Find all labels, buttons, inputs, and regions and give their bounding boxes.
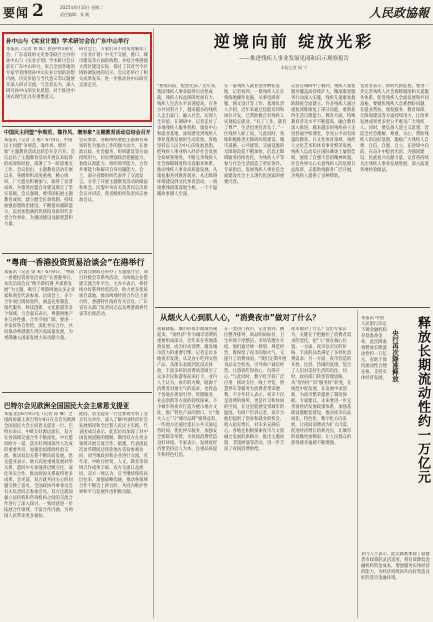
article-body: 本报北京6月9日电（记者 孙 琳）全国政协副主席巴特尔9日在京会见欧洲全国国民大会主席恩戈提亚一行。巴特尔表示，中欧友好源远流长，双方在各领域交流合作不断深化。中方愿同欧方一道，落实好两国领导人达成的重要共识，加强治国理政经验交流，推动双边关系不断向前发展。恩戈提亚表示，欧方高度重视发展对华关系，愿同中方加强各层级交往，深化务实合作，推动两国关系取得更多成果。会见前，双方就共同关心的问题交换了意见。全国政协外事委员会有关负责同志参加会见。双方还就加强立法机构和咨询机构之间的交流合作进行了深入探讨，一致同意进一步拓展合作领域，丰富合作内涵，为两国人民带来更多福祉。 xyxy=(4,412,76,519)
page-header xyxy=(0,0,433,25)
date-line: 2025年6月10日 星期二 xyxy=(60,5,104,10)
article-body: 记者在调研中了解到，残疾人康复服务覆盖面持续扩大，精准康复服务行动深入实施，残疾儿童康复救助制度全面建立。许多残疾人通过康复训练恢复了部分功能，重新获得生活自理能力。教育方面，特殊教育普及水平不断提高，融合教育深入推进，越来越多的残疾孩子走进普通学校课堂，享受公平而有质量的教育。在文化体育领域，残疾人文化艺术和体育事业繁荣发展，残疾人运动员在国际赛场上屡创佳绩，展现了自强不息的精神风貌。社会各界关心关爱残疾人的氛围日益浓厚，志愿助残服务广泛开展，为残疾人提供了多种帮助。 xyxy=(291,84,356,179)
article-body: 洽谈会期间还举办了专题推介会、项目对接会等系列活动，为两地企业搭建交流合作平台。主办方表示，将持续办好系列经贸活动，助力更多优质项目落地，推动两地经贸合作迈上新台阶。香港特区政府有关官员、广东省有关部门负责同志以及粤港商界代表等出席活动。 xyxy=(79,270,148,317)
center-headline-block xyxy=(158,28,430,82)
article-body: 会议要求，各级组织要把主题教育成果转化为推动工作的强大动力，在参政议政、社会服务、组织建设等方面持续用力，切实增强政治把握能力、参政议政能力、组织领导能力、合作共事能力和解决自身问题能力。会上，部分省级组织代表作了交流发言，分享了开展主题教育活动的做法和体会。民盟中央有关负责同志出席会议并讲话，各省级组织负责同志参加会议。 xyxy=(79,138,148,203)
article-body: 夜市做对了什么？受访专家认为，关键在于把握住了消费者需求的变化，把“人”放在核心位置。一方面，夜市以亲民的价格、丰富的品类满足了多样化消费需求；另一方面，夜市营造的开放、包容、热闹的氛围，契合了人们对美好生活的向往。同时，政府部门转变管理思路，从“管得住”向“服务好”转变，在规范中促发展，在发展中求创新，为夜市繁荣提供了制度保障。专家建议，未来要进一步完善夜经济发展政策体系，加强基础设施配套建设，推动夜市向品质化、特色化、数字化方向发展，让夜间消费成为扩大内需、促进经济增长的新亮点，让城市的夜晚更加精彩，让人民群众的获得感幸福感不断增强。 xyxy=(291,327,352,446)
center-byline: 本报记者 杨 宁 xyxy=(280,65,308,70)
article-body: 本报讯（记者 黄 晖）由孙中山研究会、广东省政协文史委等联合主办的孙中山与《实业计划》学术研讨会日前在广东中山举行。来自全国各地的专家学者围绕孙中山实业计划的思想内涵、历史价值与当代意义等议题展开深入研讨交流，与会者认为，深入研究孙中山的实业思想，对于推进中国式现代化具有重要意义。 xyxy=(6,47,75,100)
article-body: 在一处热门夜市，记者看到，摊位整齐排列，商品明码标价，卫生环境干净整洁。市场管理方介绍，他们通过统一规划、规范经营，既保留了夜市的烟火气，又提升了消费体验。“我们定期开展食品安全检查，引导商户诚信经营，让游客吃得放心、玩得开心。”与此同时，数字化手段广泛应用，移动支付、线上导览、智慧停车等服务为消费者带来便利。不少年轻人表示，夜市不仅是消费的场所，更是社交和休闲的空间，在这里能感受到城市的温度。有商户告诉记者，夜市为他们提供了创业和就业的机会，收入稳定增长，对未来充满信心。各地还积极探索夜市与文旅融合发展的新路径，推出主题夜游、非遗展演等活动，进一步丰富了夜间消费供给。 xyxy=(224,327,287,452)
article-body: 研讨会上，专家们从不同角度解读了《实业计划》中关于交通、港口、城市建设等方面的构想，并结合粤港澳大湾区建设实际，探讨了其对当今区域协调发展的启示。会议还举行了相关成果发布，进一步推动孙中山研究走深走实。 xyxy=(79,47,148,88)
article-body: 本报讯（记者 梁 爽）6月9日，“粤商一香港投资贸易洽谈会”在香港举行。本次洽谈会以“携手新机遇 共谋新发展”为主题，吸引了粤港两地众多企业家和商会代表参加。洽谈会上，多个合作项目现场签约，涵盖先进制造、现代服务、科技创新、文化旅游等多个领域。与会嘉宾表示，粤港两地产业互补性强，合作空间广阔，要进一步发挥各自优势，深化务实合作，共同推动粤港澳大湾区高质量发展，为香港融入国家发展大局贡献力量。 xyxy=(4,270,75,341)
article-title-yueshang[interactable]: “粤商一香港投资贸易洽谈会”在港举行 xyxy=(6,258,145,267)
article-body: 本报讯 中国人民银行决定下调金融机构存款准备金率，此次降准将释放长期流动性约一万亿元，有助于保持流动性合理充裕，支持实体经济发展。 xyxy=(361,316,387,381)
newspaper-logo: 人民政協報 xyxy=(368,6,429,20)
editor-line: 责任编辑：张 帆 xyxy=(60,12,90,17)
article-title-minmeng[interactable]: 中国民主同盟“争规范、靠作风、增形象”主题教育活动总结会召开 xyxy=(4,130,151,136)
center-title[interactable]: 逆境向前 绽放光彩 xyxy=(213,32,375,51)
article-body: 此间，恩戈提亚一行还参观考察了北京有关单位，深入了解中国经济社会发展情况和全过程人民民主实践。代表团成员表示，此次访问加深了对中国发展道路的理解，期待双方在更多领域开展交流合作。据悉，代表团此次访华期间还将赴地方省份参观访问，同当地政府和企业进行交流。近年来，中欧在经贸、人文、教育等领域合作成果丰硕，双方交流日益密切。双方一致认为，应当继续保持高层往来，加强战略沟通，推动各领域合作不断迈上新台阶，共同为维护世界和平与发展作出积极贡献。 xyxy=(79,412,148,495)
article-body: 本报讯（记者 王 惠）6月9日，中国民主同盟“争规范、靠作风、增形象”主题教育活动总结会在京召开。会议总结了主题教育活动开展以来取得的成效和经验，部署了下一阶段重点工作。会议指出，主题教育活动开展以来，各级组织高度重视，精心组织，广大盟员积极参与，取得了显著成效，为推进民盟自身建设奠定了坚实基础。会议强调，要巩固拓展主题教育成果，建立健全长效机制，持续加强思想政治建设，不断提高履职能力，以更加饱满的热情投身新时代多党合作事业，为强国建设贡献智慧和力量。 xyxy=(4,138,75,227)
vertical-title[interactable]: 释放长期流动性约一万亿元 xyxy=(415,316,430,484)
article-body: 夜幕降临，城市的夜市渐渐热闹起来。“夜经济”作为城市消费的重要组成部分，近年来在各地蓬勃发展，成为拉动消费、激发城市活力的重要引擎。记者走访多地夜市发现，从美食小吃到文创产品，从街头表演到沉浸式体验，丰富多样的消费场景吸引了众多市民和游客前来打卡。业内人士认为，夜市的火爆，既源于消费者对烟火气的追求，也得益于各地在规划引导、管理服务、业态创新等方面的持续探索。不少城市将夜市打造为展示地方文化、推广特色产品的窗口，让“烟火人心”与“城市品牌”相得益彰。一些地方还通过延长公共交通运营时间、优化停车服务、加强安全保障等举措，为夜间消费营造良好环境。专家表示，发展夜经济要坚持以人为本，注重品质提升和特色打造。 xyxy=(157,327,220,458)
section-title: 要闻 xyxy=(3,6,30,20)
page-number: 2 xyxy=(32,1,44,21)
article-body: “逆境向前，绽放光彩。”近年来，我国残疾人事业取得历史性成就，残疾人权益保障更加有力，残疾人生活水平显著提高。在各方共同努力下，越来越多的残疾人走出家门、融入社会，实现人生价值。在调研中，记者走访了多地残疾人服务机构、康复中心和就业基地，深切感受到残疾人事业蓬勃发展的生动景象。各地坚持以人民为中心的发展思想，把残疾人事业纳入经济社会发展全局统筹推进，不断完善残疾人社会保障制度和关爱服务体系，推动残疾人事业高质量发展。从康复服务到教育就业，从无障碍环境建设到文化体育活动，一项项惠残政策落地生根，一个个温暖故事感人至深。 xyxy=(157,84,220,197)
article-title-night-market[interactable]: 从烟火人心到肌人心，“消费夜市”做对了什么？ xyxy=(160,313,320,322)
article-body: 受访者表示，新时代新征程，要进一步完善残疾人社会保障制度和关爱服务体系，促进残疾人全面发展和共同富裕。要聚焦残疾人急难愁盼问题，在就业帮扶、康复服务、教育保障、无障碍建设等方面持续用力，让改革发展成果更多更公平惠及广大残疾人。同时，要弘扬人道主义思想，营造全社会理解、尊重、关心、帮助残疾人的良好氛围，激励广大残疾人自尊、自信、自强、自立，在逆境中向前，在奋斗中绽放光彩，为强国建设、民族复兴贡献力量。记者将持续关注残疾人事业发展进展，深入报道各地经验做法。 xyxy=(360,84,429,173)
article-body: 业内人士表示，此次降准体现了稳健货币政策的灵活适度，将有效降低金融机构资金成本，增强服务实体经济的能力，为经济持续回升向好营造良好的货币金融环境。 xyxy=(361,552,430,581)
vertical-headline-main[interactable] xyxy=(402,316,430,546)
article-body: 在一家残疾人就业创业孵化基地，记者看到，一批残疾人正在熟练地操作电脑，从事电商客服、图文设计等工作。基地负责人介绍，近年来通过技能培训和岗位开发，已帮助数百名残疾人实现稳定就业。“有了工作，就有了尊严，生活也更有奔头了。”一位残疾人职工说。与此同时，各地积极推进无障碍环境建设，城市道路、公共建筑、交通设施的无障碍改造不断加快，信息无障碍服务持续优化，为残疾人平等参与社会生活创造了更好条件。专家指出，发展残疾人事业是全面建设社会主义现代化国家的重要内容。 xyxy=(224,84,287,185)
article-title-bateer[interactable]: 巴特尔会见欧洲全国国民大会主席恩戈提亚 xyxy=(4,402,130,410)
vertical-subheadline: 央行再次降准释放 xyxy=(391,330,399,382)
article-title-sunzhongshan[interactable]: 孙中山与《实业计划》学术研讨会在广东中山举行 xyxy=(6,39,130,45)
center-subtitle: ——推进残疾人事业发展见闻和启示观察报告 xyxy=(238,56,349,62)
